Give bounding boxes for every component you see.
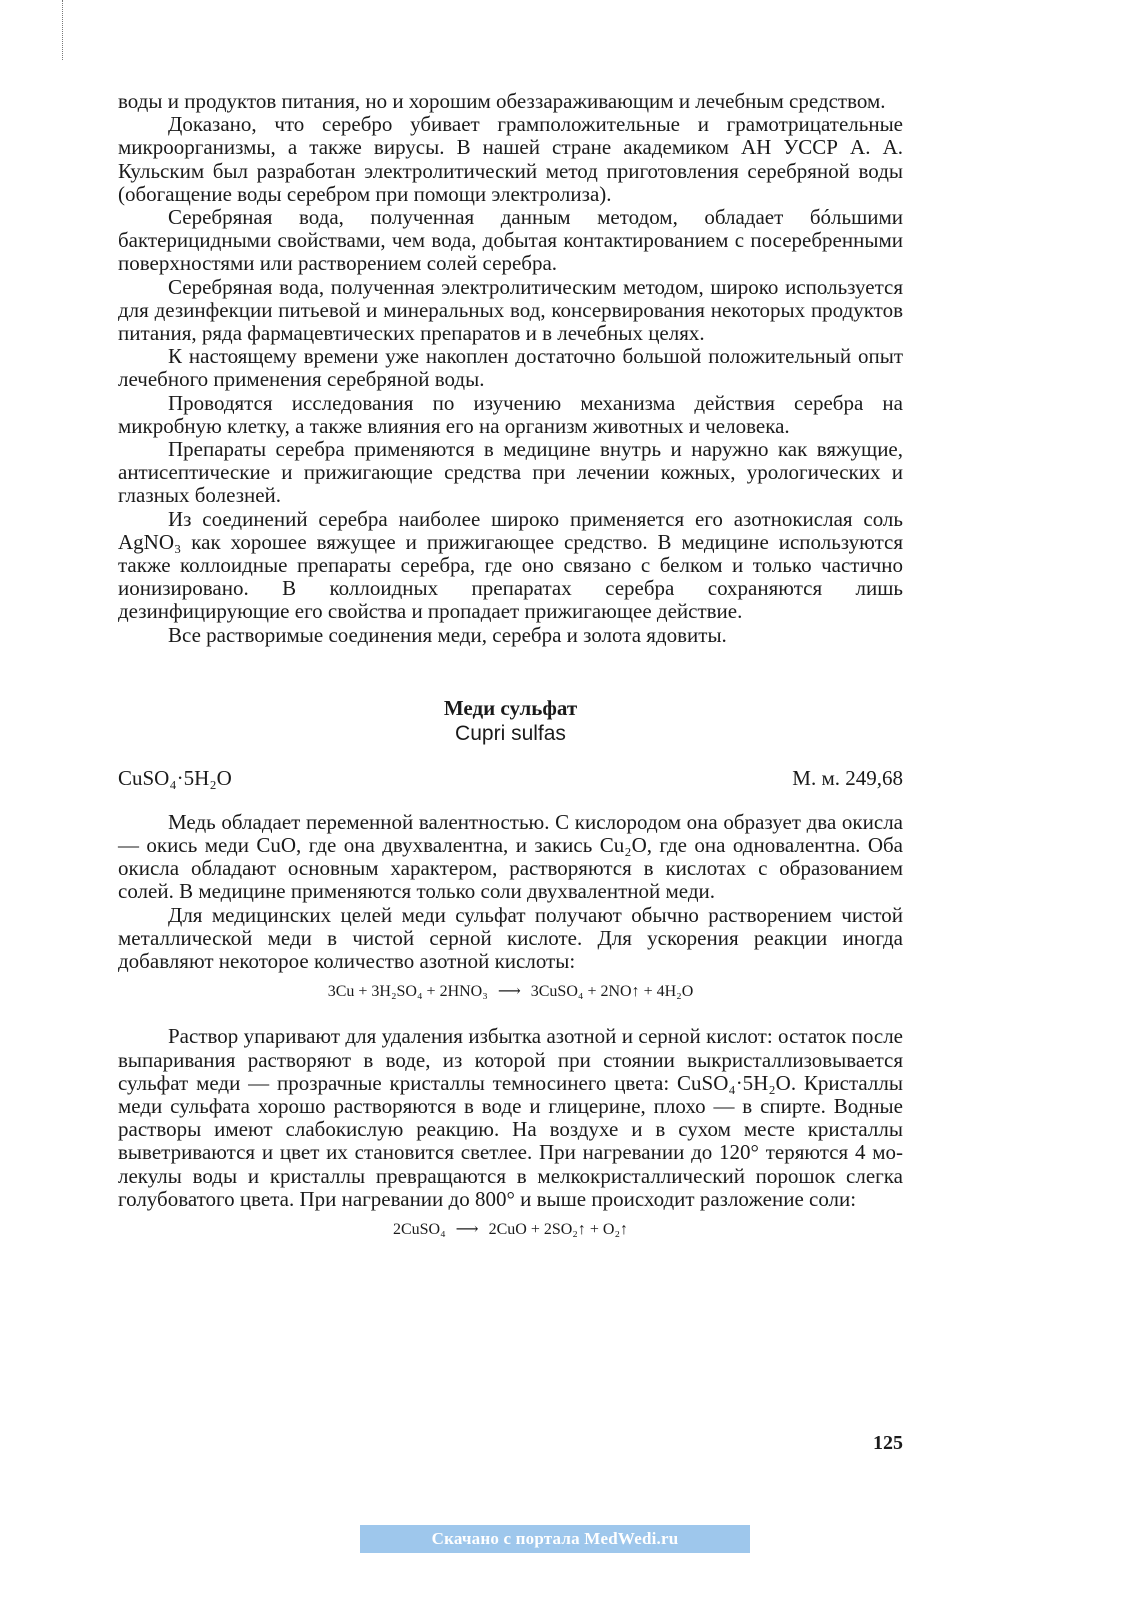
- equation-left: 2CuSO₄: [392, 1220, 446, 1238]
- paragraph: Медь обладает переменной валентностью. С кислородом она образует два окисла — окись меди CuO, где она двухвалентна, и закись Cu₂O, где она одновалентна. Оба окисла обладают основным характером, растворяются в кислотах с образованием солей. В медицине применяются только соли двухвалентной меди.: [118, 809, 903, 904]
- download-watermark[interactable]: Скачано с портала MedWedi.ru: [360, 1525, 750, 1553]
- reaction-equation-1: [118, 981, 903, 1003]
- paragraph: Из соединений серебра наиболее широко применяется его азотнокислая соль AgNO₃ как хорошее вяжущее и прижигающее средство. В медицине используются также коллоидные препараты серебра, где оно связано с белком и только частично ионизировано. В коллоидных препаратах серебра сохраняются лишь дезинфицирующие его свойства и пропадает прижигающее действие.: [118, 506, 903, 624]
- section-title-ru: Меди сульфат: [443, 695, 578, 720]
- paragraph: Все растворимые соединения меди, серебра и золота ядовиты.: [168, 622, 727, 647]
- reaction-arrow: ⟶: [497, 983, 521, 1001]
- margin-scan-mark: [62, 0, 69, 60]
- paragraph: воды и продуктов питания, но и хорошим обеззараживающим и лечебным средством.: [118, 89, 886, 113]
- paragraph: Раствор упаривают для удаления избытка азотной и серной кислот: остаток после выпаривания растворяют в воде, из которой при стоянии выкристаллизовывается сульфат меди — прозрачные кристаллы темносинего цвета: CuSO₄·5H₂O. Кристаллы меди сульфата хорошо растворяются в воде и глицерине, плохо — в спирте. Водные растворы имеют слабокислую реакцию. На воздухе и в сухом месте кристаллы выветриваются и цвет их становится светлее. При нагревании до 120° теряются 4 молекулы воды и кристаллы превращаются в мелкокристаллический порошок слегка голубоватого цвета. При нагревании до 800° и выше происходит разложение соли:: [118, 1024, 903, 1211]
- chemical-formula: CuSO₄·5H₂O: [118, 765, 232, 790]
- section-title-lat: Cupri sulfas: [455, 721, 566, 745]
- equation-right: 3CuSO₄ + 2NO↑ + 4H₂O: [530, 983, 694, 1001]
- formula-row: [118, 765, 903, 791]
- reaction-equation-2: [118, 1219, 903, 1241]
- paragraph: Проводятся исследования по изучению механизма действия серебра на микробную клетку, а также влияния его на организм животных и человека.: [118, 390, 903, 438]
- reaction-arrow: ⟶: [455, 1220, 479, 1238]
- paragraph: Препараты серебра применяются в медицине внутрь и наружно как вяжущие, антисептические и прижигающие средства при лечении кожных, урологических и глазных болезней.: [118, 437, 903, 508]
- molar-mass: М. м. 249,68: [792, 765, 903, 790]
- page-number: 125: [873, 1432, 903, 1454]
- equation-left: 3Cu + 3H₂SO₄ + 2HNO₃: [327, 983, 488, 1001]
- equation-right: 2CuO + 2SO₂↑ + O₂↑: [488, 1220, 629, 1238]
- page-body: [118, 90, 903, 1263]
- paragraph: К настоящему времени уже накоплен достаточно большой положительный опыт лечебного применения серебряной воды.: [118, 344, 903, 392]
- paragraph: Серебряная вода, полученная электролитическим методом, широко используется для дезинфекции питьевой и минеральных вод, консервирования некоторых продуктов питания, ряда фармацевтических препаратов и в лечебных целях.: [118, 274, 903, 346]
- paragraph: Серебряная вода, полученная данным методом, обладает бóльшими бактерицидными свойствами, чем вода, добытая контактированием с посеребренными поверхностями или растворением солей серебра.: [118, 205, 903, 276]
- section-heading: [118, 695, 903, 747]
- paragraph: Для медицинских целей меди сульфат получают обычно растворением чистой металлической меди в чистой серной кислоте. Для ускорения реакции иногда добавляют некоторое количество азотной кислоты:: [118, 902, 903, 974]
- paragraph: Доказано, что серебро убивает грамположительные и грамотрицательные микроорганизмы, а также вирусы. В нашей стране академиком АН УССР А. А. Кульским был разработан электролитический метод приготовления серебряной воды (обогащение воды серебром при помощи электролиза).: [118, 112, 903, 206]
